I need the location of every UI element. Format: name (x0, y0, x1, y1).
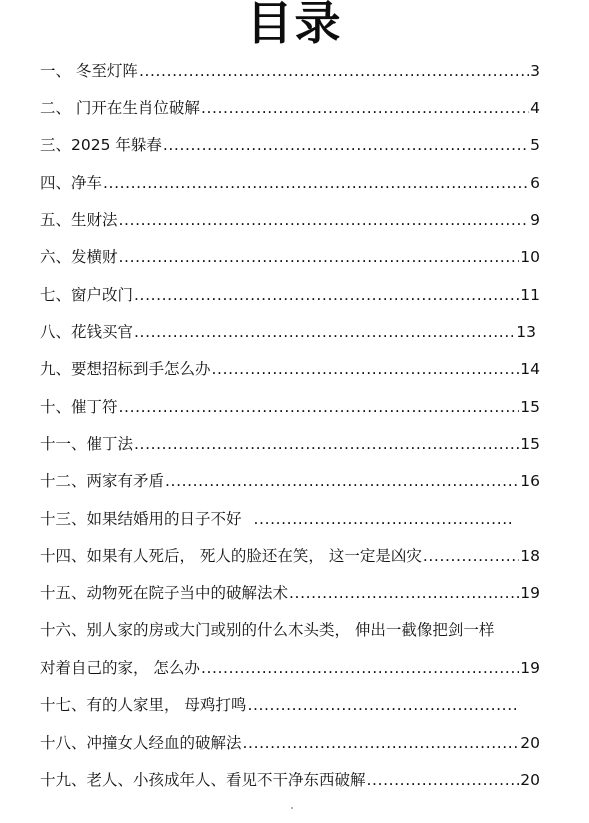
toc-entry-page: 13 (516, 323, 536, 341)
toc-entry-1[interactable] (40, 58, 540, 82)
toc-entry-label: 十四、如果有人死后， 死人的脸还在笑， 这一定是凶灾 (40, 547, 422, 565)
dot-leader (165, 470, 519, 492)
toc-entry-label: 六、发横财 (40, 248, 118, 266)
toc-entry-5[interactable] (40, 207, 540, 231)
toc-entry-14[interactable] (40, 543, 540, 567)
toc-entry-label: 十、催丁符 (40, 398, 118, 416)
toc-entry-8[interactable] (40, 319, 536, 343)
toc-entry-13[interactable] (40, 506, 512, 530)
toc-entry-page: 4 (530, 99, 540, 117)
toc-entry-label: 四、净车 (40, 174, 103, 192)
toc-entry-page: 20 (520, 771, 540, 789)
dot-leader (139, 60, 529, 82)
toc-entry-page: 19 (520, 659, 540, 677)
toc-entry-page: 15 (520, 435, 540, 453)
toc-entry-label: 十五、动物死在院子当中的破解法术 (40, 584, 289, 602)
toc-entry-label: 九、要想招标到手怎么办 (40, 360, 211, 378)
page-title: 目录 (246, 0, 343, 50)
toc-entry-page: 10 (520, 248, 540, 266)
toc-entry-page: 9 (530, 211, 540, 229)
toc-entry-page: 5 (530, 136, 540, 154)
dot-leader (254, 508, 511, 530)
dot-leader (119, 209, 530, 231)
toc-entry-page: 16 (520, 472, 540, 490)
toc-entry-19[interactable] (40, 767, 540, 791)
toc-entry-2[interactable] (40, 95, 540, 119)
toc-entry-6[interactable] (40, 244, 540, 268)
toc-entry-page: 3 (530, 62, 540, 80)
toc-entry-label: 十一、催丁法 (40, 435, 134, 453)
toc-entry-16[interactable] (40, 655, 540, 679)
dot-leader (243, 732, 520, 754)
toc-entry-label: 五、生财法 (40, 211, 118, 229)
toc-entry-label: 十七、有的人家里， 母鸡打鸣 (40, 696, 247, 714)
toc-entry-15[interactable] (40, 580, 540, 604)
dot-leader (201, 97, 529, 119)
toc-entry-page: 11 (520, 286, 540, 304)
dot-leader (247, 694, 517, 716)
toc-entry-label: 二、 门开在生肖位破解 (40, 99, 200, 117)
toc-entry-page: 15 (520, 398, 540, 416)
toc-entry-label: 一、 冬至灯阵 (40, 62, 138, 80)
dot-leader (201, 657, 519, 679)
dot-leader (163, 134, 529, 156)
toc-entry-11[interactable] (40, 431, 540, 455)
toc-entry-label: 七、窗户改门 (40, 286, 134, 304)
toc-entry-label: 十二、两家有矛盾 (40, 472, 165, 490)
dot-leader (134, 284, 519, 306)
toc-entry-4[interactable] (40, 170, 540, 194)
toc-entry-page: 18 (520, 547, 540, 565)
dot-leader (289, 582, 519, 604)
toc-entry-16-line1[interactable]: 十六、别人家的房或大门或别的什么木头类， 伸出一截像把剑一样 (40, 621, 495, 639)
toc-entry-3[interactable] (40, 132, 540, 156)
toc-entry-18[interactable] (40, 730, 540, 754)
dot-leader (134, 321, 513, 343)
toc-entry-page: 20 (520, 734, 540, 752)
toc-entry-label: 十三、如果结婚用的日子不好 (40, 510, 242, 528)
toc-entry-10[interactable] (40, 394, 540, 418)
dot-leader (103, 172, 529, 194)
dot-leader (212, 358, 520, 380)
toc-entry-label: 八、花钱买官 (40, 323, 134, 341)
dot-leader (367, 769, 520, 791)
page-marker-dot (291, 807, 293, 809)
toc-entry-page: 6 (530, 174, 540, 192)
dot-leader (134, 433, 519, 455)
toc-entry-label: 十九、老人、小孩成年人、看见不干净东西破解 (40, 771, 366, 789)
toc-entry-9[interactable] (40, 356, 540, 380)
toc-entry-label: 十八、冲撞女人经血的破解法 (40, 734, 242, 752)
toc-entry-label: 三、2025 年躲春 (40, 136, 162, 154)
toc-entry-12[interactable] (40, 468, 540, 492)
dot-leader (119, 396, 520, 418)
toc-entry-17[interactable] (40, 692, 518, 716)
toc-entry-page: 14 (520, 360, 540, 378)
toc-entry-page: 19 (520, 584, 540, 602)
toc-entry-7[interactable] (40, 282, 540, 306)
dot-leader (119, 246, 520, 268)
toc-entry-label: 对着自己的家， 怎么办 (40, 659, 200, 677)
dot-leader (423, 545, 519, 567)
